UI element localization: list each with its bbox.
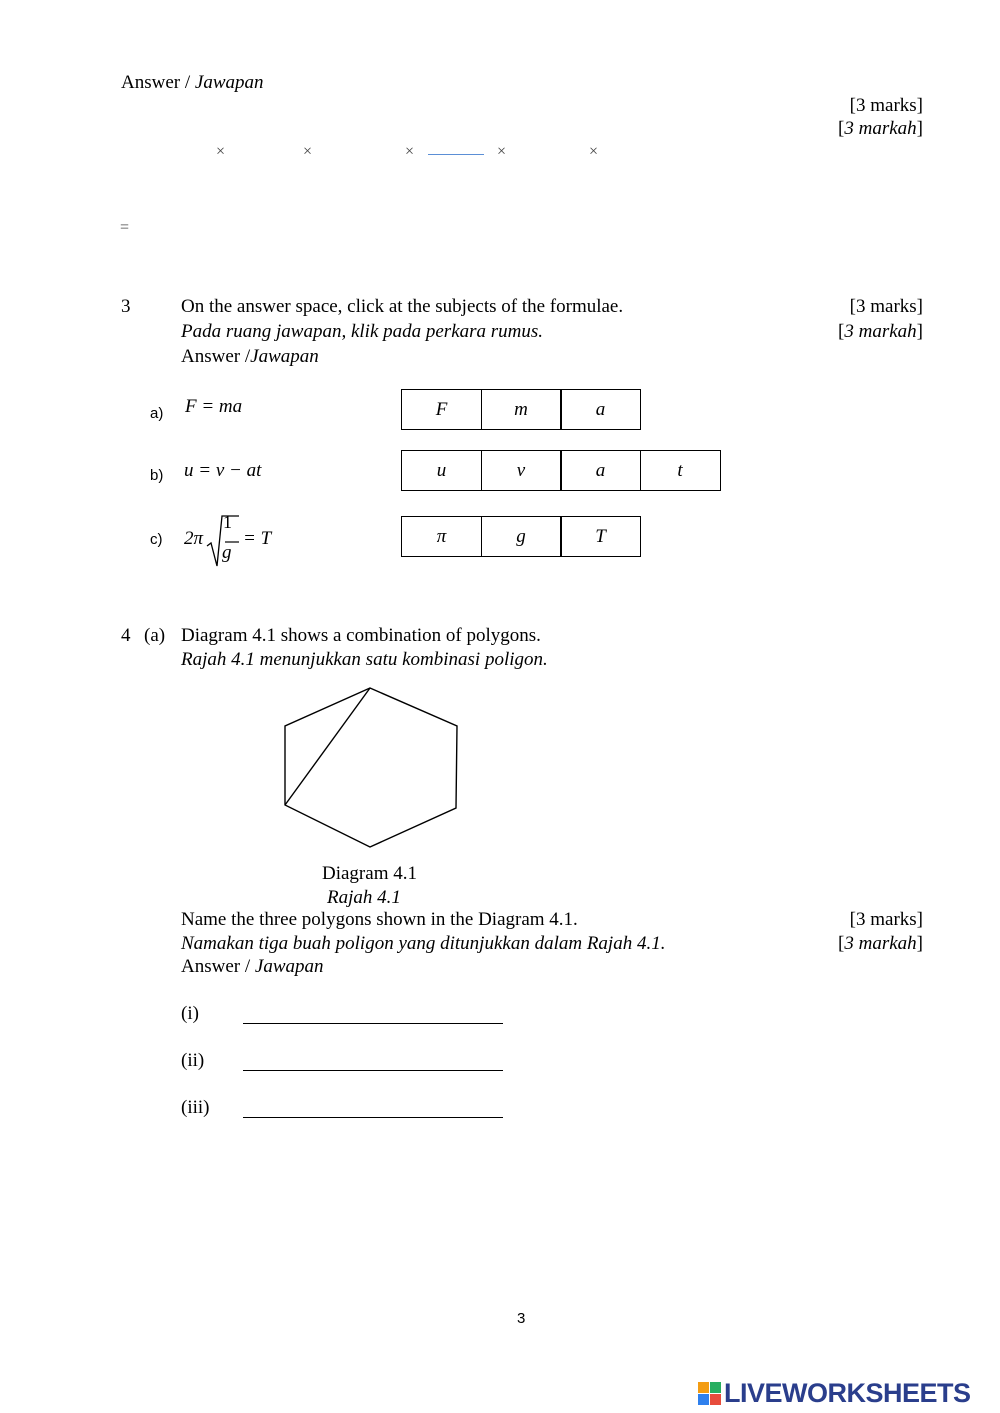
q3-item-c-label: c)	[150, 531, 163, 548]
answer-label-ii: (ii)	[181, 1050, 205, 1071]
q3-marks-en: [3 marks]	[849, 296, 923, 317]
q3-answer-label: Answer /Jawapan	[181, 346, 319, 367]
option-cell[interactable]: t	[640, 450, 721, 491]
option-cell[interactable]: v	[481, 450, 562, 491]
answer-line-ii[interactable]	[243, 1070, 503, 1071]
answer-label-iii: (iii)	[181, 1097, 210, 1118]
option-cell[interactable]: T	[560, 516, 641, 557]
q4-part: (a)	[144, 625, 166, 646]
q3-item-c-denominator: g	[222, 542, 232, 563]
q4-answer-label: Answer / Jawapan	[181, 956, 324, 977]
q4-intro-ms: Rajah 4.1 menunjukkan satu kombinasi poligon.	[181, 649, 548, 670]
q3-item-c-prefix: 2π	[184, 528, 204, 549]
option-cell[interactable]: a	[560, 450, 641, 491]
polygon-diagram	[270, 680, 470, 855]
q4-number: 4	[121, 625, 131, 646]
q3-number: 3	[121, 296, 131, 317]
page-number: 3	[517, 1310, 526, 1327]
q4-question-en: Name the three polygons shown in the Diagram 4.1.	[181, 909, 578, 930]
q4-intro-en: Diagram 4.1 shows a combination of polygons.	[181, 625, 541, 646]
q3-item-c-options	[401, 516, 641, 557]
times-sign-4: ×	[497, 143, 507, 160]
option-cell[interactable]: m	[481, 389, 562, 430]
q4-marks-ms: [3 markah]	[838, 933, 923, 954]
q3-item-b-label: b)	[150, 467, 164, 484]
q3-item-c-numerator: 1	[223, 512, 232, 532]
q4-marks-en: [3 marks]	[849, 909, 923, 930]
q4-question-ms: Namakan tiga buah poligon yang ditunjukkan dalam Rajah 4.1.	[181, 933, 666, 954]
diagram-caption-ms: Rajah 4.1	[327, 887, 401, 908]
times-sign-2: ×	[303, 143, 313, 160]
option-cell[interactable]: g	[481, 516, 562, 557]
q3-marks-ms: [3 markah]	[838, 321, 923, 342]
answer-line-iii[interactable]	[243, 1117, 503, 1118]
q2-answer-label: Answer / Jawapan	[121, 72, 264, 93]
q3-instruction-en: On the answer space, click at the subjects of the formulae.	[181, 296, 624, 317]
q3-instruction-ms: Pada ruang jawapan, klik pada perkara rumus.	[181, 321, 544, 342]
q3-item-a-label: a)	[150, 405, 164, 422]
q3-item-b-formula: u = v − at	[184, 460, 262, 481]
diagram-caption-en: Diagram 4.1	[322, 863, 417, 884]
liveworksheets-logo	[698, 1378, 971, 1409]
q3-item-a-options	[401, 389, 641, 430]
blank-input-line[interactable]	[428, 154, 484, 155]
times-sign-1: ×	[216, 143, 226, 160]
logo-blocks-icon	[698, 1382, 721, 1405]
brand-text: LIVEWORKSHEETS	[724, 1378, 971, 1408]
option-cell[interactable]: a	[560, 389, 641, 430]
equals-sign: =	[120, 219, 130, 236]
answer-label-i: (i)	[181, 1003, 199, 1024]
answer-line-i[interactable]	[243, 1023, 503, 1024]
q2-marks-en: [3 marks]	[849, 95, 923, 116]
q3-item-a-formula: F = ma	[185, 396, 243, 417]
q2-marks-ms: [3 markah]	[838, 118, 923, 139]
option-cell[interactable]: π	[401, 516, 482, 557]
times-sign-5: ×	[589, 143, 599, 160]
q3-item-b-options	[401, 450, 721, 491]
q3-item-c-suffix: = T	[243, 528, 272, 549]
option-cell[interactable]: F	[401, 389, 482, 430]
option-cell[interactable]: u	[401, 450, 482, 491]
times-sign-3: ×	[405, 143, 415, 160]
